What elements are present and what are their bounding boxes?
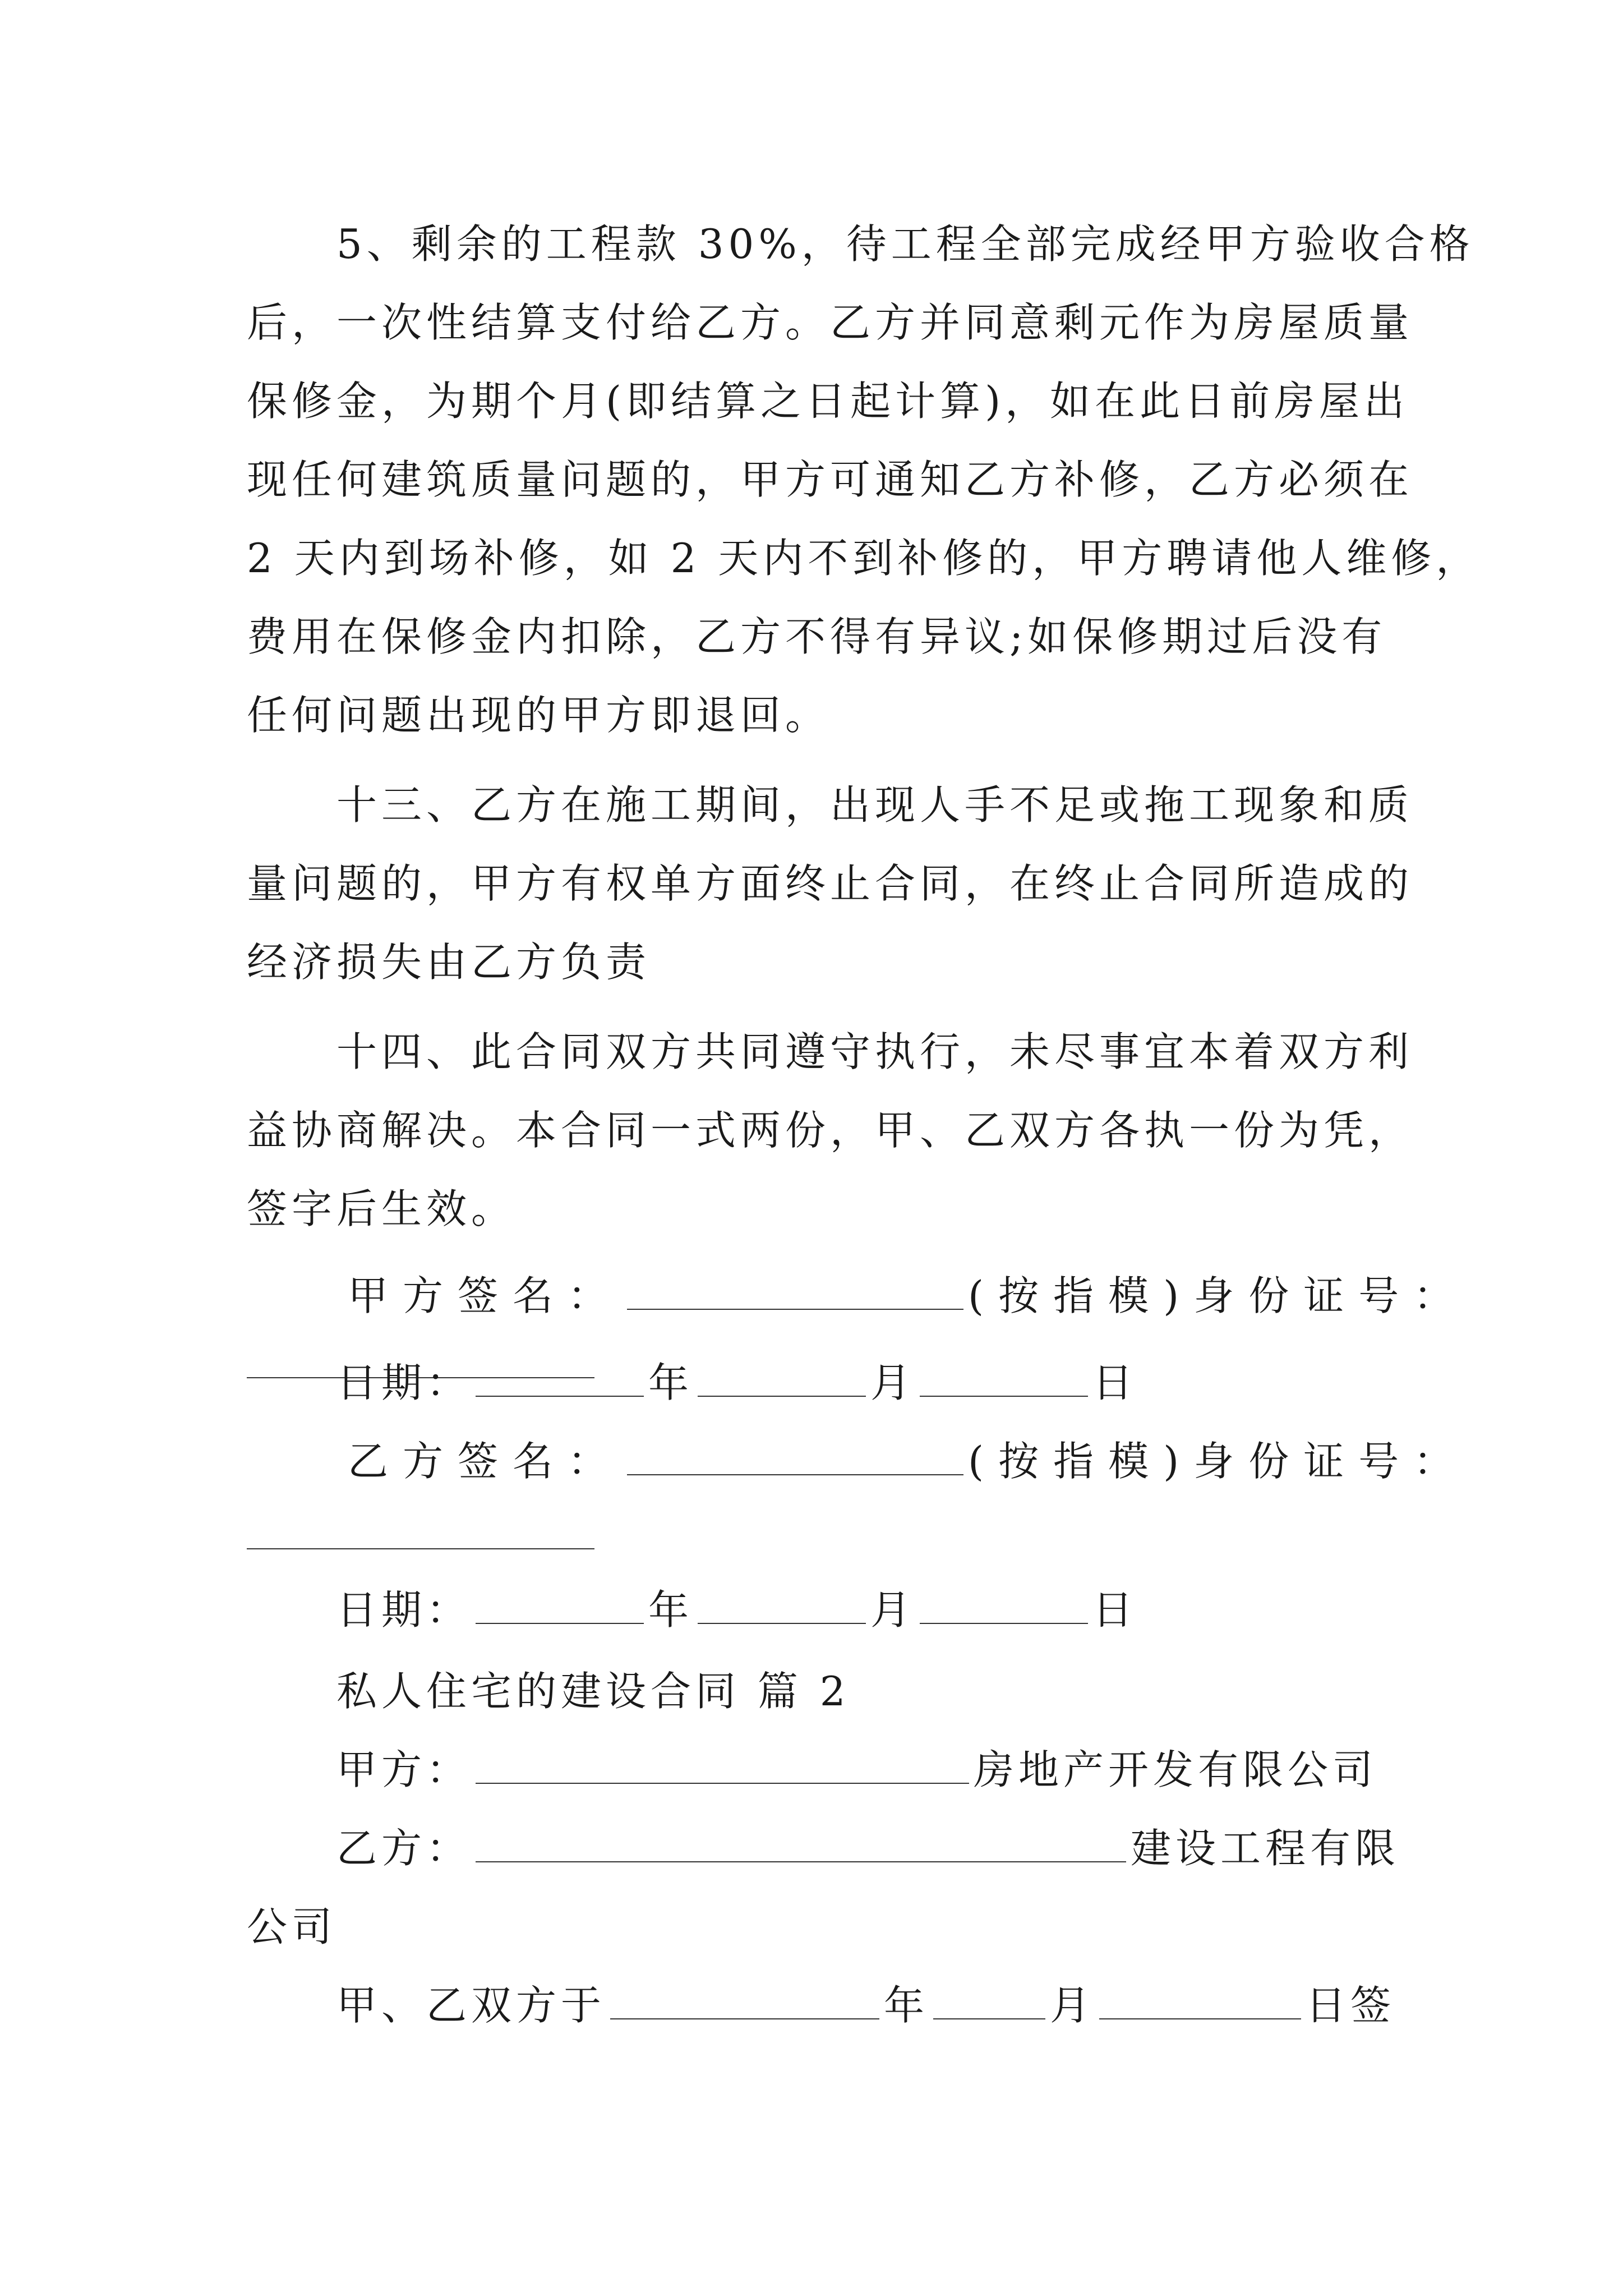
clause-14-line-1: 十四、此合同双方共同遵守执行，未尽事宜本着双方利: [336, 1028, 1414, 1075]
party-a-date-line: [336, 1355, 1137, 1411]
contract-2-party-a-field[interactable]: [476, 1749, 969, 1784]
contract-2-party-a-label: 甲方：: [336, 1746, 472, 1793]
clause-14-line-3: 签字后生效。: [247, 1185, 517, 1232]
party-a-date-label: 日期：: [336, 1359, 472, 1406]
contract-2-party-a-line: [336, 1742, 1377, 1798]
party-b-year-label: 年: [648, 1586, 694, 1634]
party-b-day-label: 日: [1092, 1586, 1138, 1634]
contract-2-month-field[interactable]: [933, 1985, 1045, 2019]
contract-2-party-b-field[interactable]: [476, 1828, 1126, 1862]
party-b-month-label: 月: [870, 1586, 916, 1634]
paragraph-5-line-5: 2 天内到场补修，如 2 天内不到补修的，甲方聘请他人维修，: [247, 535, 1481, 582]
party-a-day-label: 日: [1092, 1359, 1138, 1406]
clause-13-line-3: 经济损失由乙方负责: [247, 938, 651, 986]
party-b-month-field[interactable]: [698, 1589, 866, 1624]
contract-2-party-a-suffix: 房地产开发有限公司: [974, 1746, 1378, 1793]
party-b-signature-label: 乙方签名：: [348, 1438, 623, 1485]
paragraph-5-line-7: 任何问题出现的甲方即退回。: [247, 692, 831, 739]
paragraph-5-line-3: 保修金，为期个月(即结算之日起计算)，如在此日前房屋出: [247, 378, 1409, 425]
party-b-signature-line: [348, 1433, 1468, 1489]
clause-13-line-2: 量问题的，甲方有权单方面终止合同，在终止合同所造成的: [247, 860, 1414, 907]
contract-2-party-b-continuation: 公司: [247, 1903, 337, 1950]
contract-2-party-b-label: 乙方：: [336, 1825, 472, 1872]
contract-2-day-field[interactable]: [1099, 1985, 1301, 2019]
contract-2-month-label: 月: [1050, 1982, 1095, 2029]
contract-2-year-label: 年: [884, 1982, 929, 2029]
party-a-year-field[interactable]: [476, 1362, 644, 1397]
clause-13-line-1: 十三、乙方在施工期间，出现人手不足或拖工现象和质: [336, 781, 1414, 829]
party-b-id-field[interactable]: [247, 1548, 594, 1549]
contract-2-party-b-line: [336, 1820, 1400, 1876]
contract-2-party-b-suffix: 建设工程有限: [1131, 1825, 1400, 1872]
paragraph-5-line-2: 后，一次性结算支付给乙方。乙方并同意剩元作为房屋质量: [247, 299, 1414, 346]
party-a-signature-field[interactable]: [627, 1275, 963, 1310]
party-a-signature-label: 甲方签名：: [348, 1272, 623, 1319]
contract-2-title: 私人住宅的建设合同 篇 2: [336, 1668, 850, 1715]
party-a-month-field[interactable]: [698, 1362, 866, 1397]
paragraph-5-line-6: 费用在保修金内扣除，乙方不得有异议;如保修期过后没有: [247, 613, 1387, 660]
party-b-day-field[interactable]: [920, 1589, 1088, 1624]
party-b-date-line: [336, 1582, 1137, 1638]
paragraph-5-line-1: 5、剩余的工程款 30%，待工程全部完成经甲方验收合格: [336, 220, 1474, 268]
party-a-day-field[interactable]: [920, 1362, 1088, 1397]
contract-2-signing-line: [336, 1977, 1395, 2033]
party-a-month-label: 月: [870, 1359, 916, 1406]
party-b-id-label: (按指模)身份证号：: [968, 1438, 1469, 1485]
paragraph-5-line-4: 现任何建筑质量问题的，甲方可通知乙方补修，乙方必须在: [247, 456, 1414, 503]
party-a-id-label: (按指模)身份证号：: [968, 1272, 1469, 1319]
clause-14-line-2: 益协商解决。本合同一式两份，甲、乙双方各执一份为凭，: [247, 1107, 1414, 1154]
party-b-year-field[interactable]: [476, 1589, 644, 1624]
contract-2-signing-prefix: 甲、乙双方于: [336, 1982, 606, 2029]
party-b-signature-field[interactable]: [627, 1441, 963, 1475]
party-b-date-label: 日期：: [336, 1586, 472, 1634]
contract-2-year-field[interactable]: [610, 1985, 879, 2019]
party-a-signature-line: [348, 1268, 1468, 1324]
party-a-year-label: 年: [648, 1359, 694, 1406]
contract-2-signing-suffix: 日签: [1306, 1982, 1396, 2029]
